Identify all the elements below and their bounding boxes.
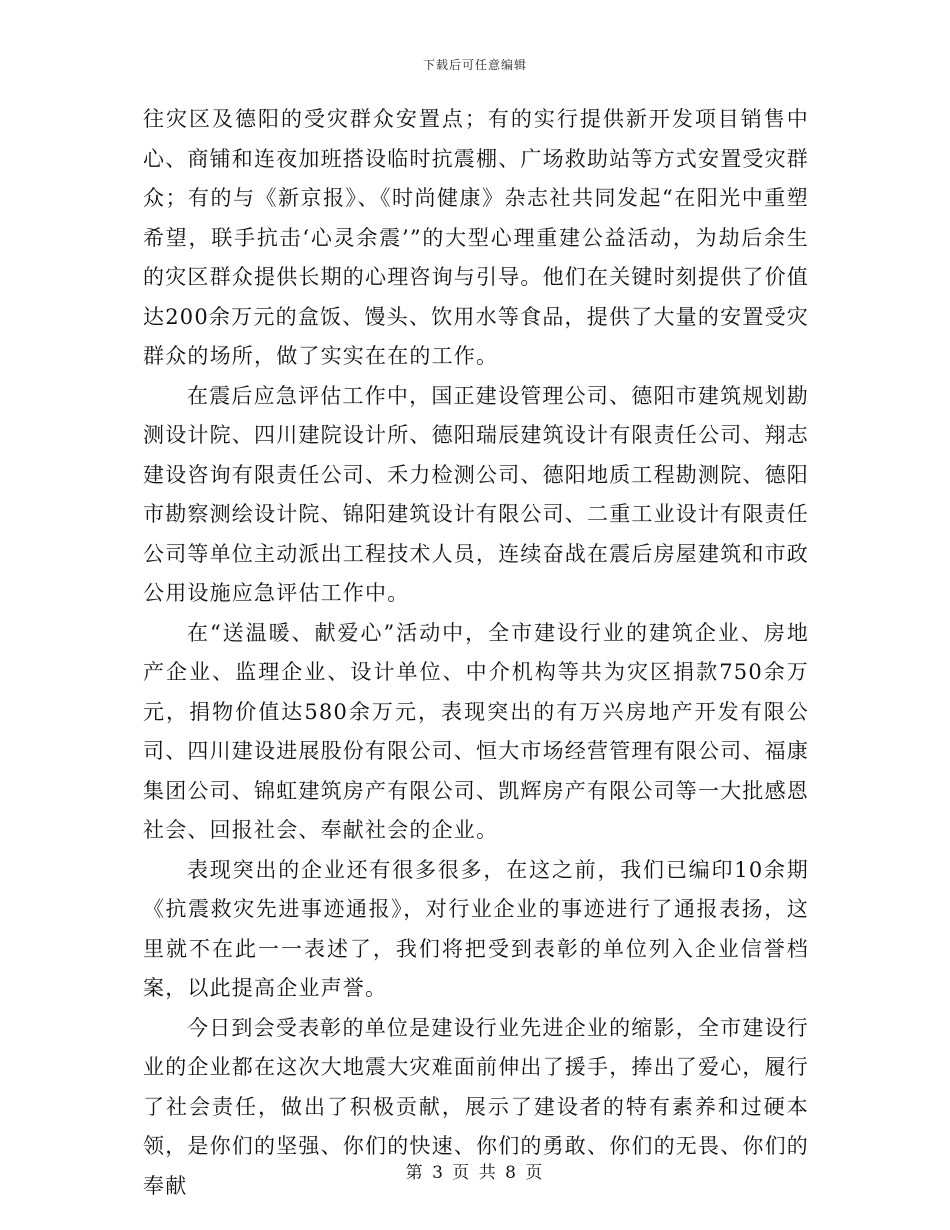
- page-header: 下载后可任意编辑: [422, 58, 527, 72]
- page-footer: 第 3 页 共 8 页: [405, 1163, 545, 1183]
- document-body: [143, 100, 809, 1206]
- paragraph-4: 表现突出的企业还有很多很多，在这之前，我们已编印10余期《抗震救灾先进事迹通报》，对行业企业的事迹进行了通报表扬，这里就不在此一一表述了，我们将把受到表彰的单位列入企业信誉档案，以此提高企业声誉。: [143, 857, 809, 1000]
- paragraph-3: 在“送温暖、献爱心”活动中，全市建设行业的建筑企业、房地产企业、监理企业、设计单位、中介机构等共为灾区捐款750余万元，捐物价值达580余万元，表现突出的有万兴房地产开发有限公司、四川建设进展股份有限公司、恒大市场经营管理有限公司、福康集团公司、锦虹建筑房产有限公司、凯辉房产有限公司等一大批感恩社会、回报社会、奉献社会的企业。: [143, 620, 809, 842]
- paragraph-1: 往灾区及德阳的受灾群众安置点；有的实行提供新开发项目销售中心、商铺和连夜加班搭设临时抗震棚、广场救助站等方式安置受灾群众；有的与《新京报》、《时尚健康》杂志社共同发起“在阳光中重塑希望，联手抗击‘心灵余震’”的大型心理重建公益活动，为劫后余生的灾区群众提供长期的心理咨询与引导。他们在关键时刻提供了价值达200余万元的盒饭、馒头、饮用水等食品，提供了大量的安置受灾群众的场所，做了实实在在的工作。: [143, 107, 809, 368]
- paragraph-5: 今日到会受表彰的单位是建设行业先进企业的缩影，全市建设行业的企业都在这次大地震大灾难面前伸出了援手，捧出了爱心，履行了社会责任，做出了积极贡献，展示了建设者的特有素养和过硬本领，是你们的坚强、你们的快速、你们的勇敢、你们的无畏、你们的奉献: [143, 1015, 809, 1198]
- paragraph-2: 在震后应急评估工作中，国正建设管理公司、德阳市建筑规划勘测设计院、四川建院设计所、德阳瑞辰建筑设计有限责任公司、翔志建设咨询有限责任公司、禾力检测公司、德阳地质工程勘测院、德阳市勘察测绘设计院、锦阳建筑设计有限公司、二重工业设计有限责任公司等单位主动派出工程技术人员，连续奋战在震后房屋建筑和市政公用设施应急评估工作中。: [143, 383, 809, 605]
